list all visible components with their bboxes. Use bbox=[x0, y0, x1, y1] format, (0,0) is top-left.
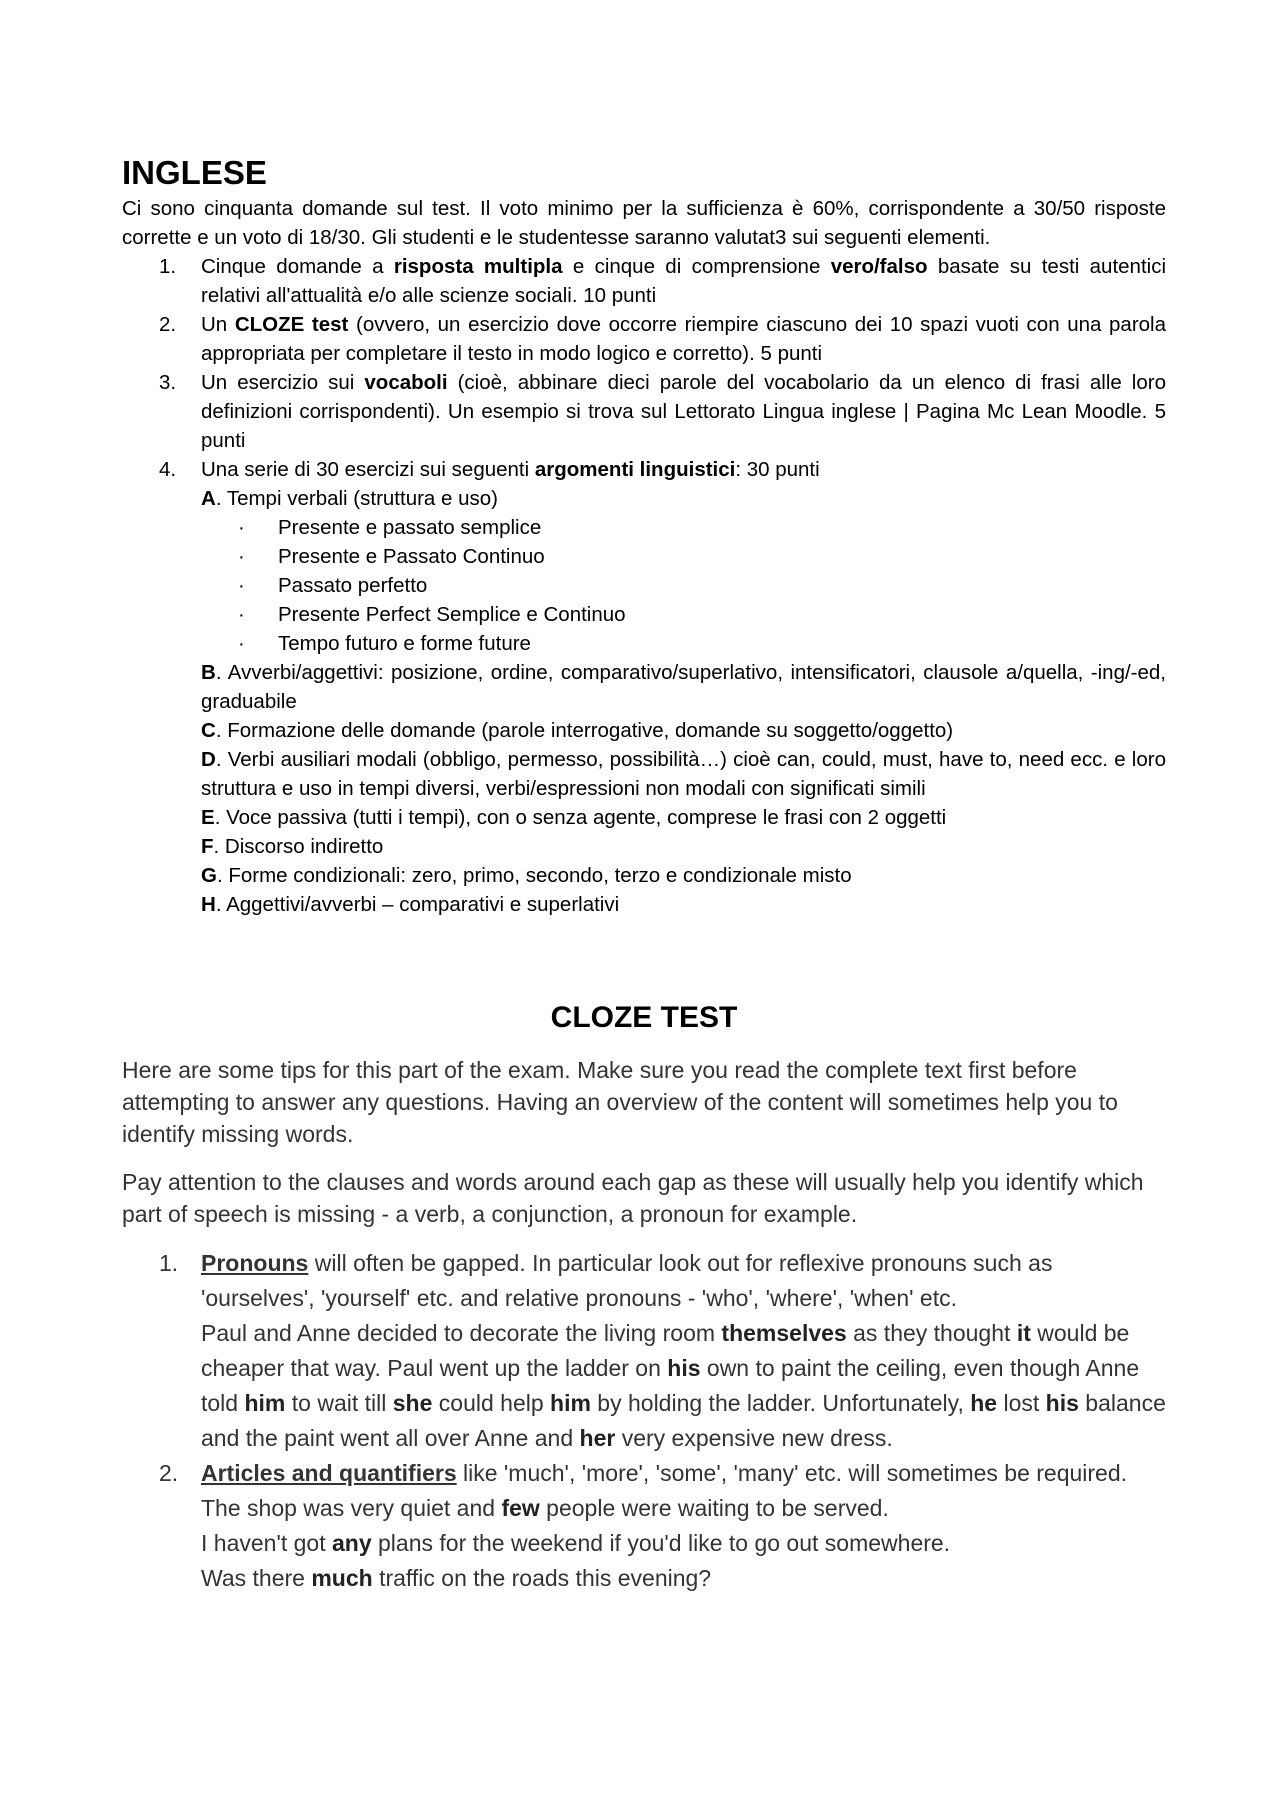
item-text: e cinque di comprensione bbox=[562, 255, 831, 278]
list-item bbox=[122, 310, 1166, 368]
example-text: could help bbox=[432, 1390, 551, 1416]
item-bold: vocaboli bbox=[364, 371, 448, 394]
topic-letter: F bbox=[201, 835, 214, 858]
topic-letter: H bbox=[201, 893, 216, 916]
item-bold: vero/falso bbox=[830, 255, 928, 278]
linguistic-topics bbox=[201, 484, 1166, 919]
list-item bbox=[201, 600, 1166, 629]
item-text: (cioè, abbinare dieci parole del vocabolario da un elenco di frasi alle loro definizioni corrispondenti). Un esempio si trova sul Lettorato Lingua inglese | Pagina Mc Lean Moodle. 5 punti bbox=[201, 371, 1166, 452]
item-text: will often be gapped. In particular look out for reflexive pronouns such as 'ourselves', 'yourself' etc. and relative pronouns - 'who', 'where', 'when' etc. bbox=[201, 1250, 1053, 1311]
example-text: I haven't got bbox=[201, 1530, 332, 1556]
topic-letter: A bbox=[201, 487, 216, 510]
item-heading: Pronouns bbox=[201, 1250, 309, 1276]
item-text: like 'much', 'more', 'some', 'many' etc. will sometimes be required. bbox=[456, 1460, 1128, 1486]
cloze-section bbox=[122, 998, 1166, 1596]
quantifier-example bbox=[201, 1526, 1166, 1561]
inglese-title: INGLESE bbox=[122, 154, 267, 191]
example-text: very expensive new dress. bbox=[615, 1425, 893, 1451]
item-number: 2. bbox=[159, 1460, 179, 1486]
item-bold: CLOZE test bbox=[234, 313, 349, 336]
gap-word: him bbox=[244, 1390, 286, 1416]
inglese-section bbox=[122, 152, 1166, 919]
topic-f bbox=[201, 832, 1166, 861]
gap-word: any bbox=[331, 1530, 372, 1556]
item-text: Cinque domande a bbox=[201, 255, 394, 278]
quantifier-example bbox=[201, 1491, 1166, 1526]
gap-word: much bbox=[311, 1565, 373, 1591]
topic-text: . Forme condizionali: zero, primo, secondo, terzo e condizionale misto bbox=[216, 864, 852, 887]
topic-g bbox=[201, 861, 1166, 890]
topic-text: . Discorso indiretto bbox=[213, 835, 384, 858]
bullet: · bbox=[238, 632, 245, 655]
topic-text: . Aggettivi/avverbi – comparativi e superlativi bbox=[215, 893, 620, 916]
list-item bbox=[122, 455, 1166, 484]
topic-letter: G bbox=[201, 864, 217, 887]
example-text: to wait till bbox=[285, 1390, 393, 1416]
topic-letter: C bbox=[201, 719, 216, 742]
topic-text: . Formazione delle domande (parole interrogative, domande su soggetto/oggetto) bbox=[215, 719, 954, 742]
exam-parts-list bbox=[122, 252, 1166, 484]
list-item bbox=[122, 1456, 1166, 1596]
item-bold: argomenti linguistici bbox=[534, 458, 736, 481]
list-item bbox=[122, 1246, 1166, 1456]
example-text: plans for the weekend if you'd like to go out somewhere. bbox=[371, 1530, 951, 1556]
example-text: own to paint the ceiling, even though Anne told bbox=[201, 1355, 1140, 1416]
item-text: : 30 punti bbox=[735, 458, 820, 481]
gap-word: she bbox=[392, 1390, 433, 1416]
cloze-tip-1: Here are some tips for this part of the exam. Make sure you read the complete text first before attempting to answer any questions. Having an overview of the content will sometimes help you to identify missing words. bbox=[122, 1057, 1118, 1147]
topic-b bbox=[201, 658, 1166, 716]
gap-word: few bbox=[501, 1495, 540, 1521]
example-text: Was there bbox=[201, 1565, 312, 1591]
gap-word: her bbox=[579, 1425, 616, 1451]
list-item bbox=[201, 542, 1166, 571]
bullet: · bbox=[238, 545, 245, 568]
topic-text: . Voce passiva (tutti i tempi), con o senza agente, comprese le frasi con 2 oggetti bbox=[214, 806, 947, 829]
example-text: as they thought bbox=[846, 1320, 1017, 1346]
item-text: Un bbox=[201, 313, 235, 336]
example-text: people were waiting to be served. bbox=[539, 1495, 889, 1521]
item-text: Un esercizio sui bbox=[201, 371, 365, 394]
list-item bbox=[201, 513, 1166, 542]
example-text: Paul and Anne decided to decorate the living room bbox=[201, 1320, 722, 1346]
quantifier-example bbox=[201, 1561, 1166, 1596]
item-number: 3. bbox=[159, 371, 177, 394]
item-text: (ovvero, un esercizio dove occorre riempire ciascuno dei 10 spazi vuoti con una parola appropriata per completare il testo in modo logico e corretto). 5 punti bbox=[201, 313, 1167, 365]
cloze-tips-list bbox=[122, 1246, 1166, 1596]
tense-text: Passato perfetto bbox=[278, 574, 428, 597]
example-text: The shop was very quiet and bbox=[201, 1495, 502, 1521]
example-text: by holding the ladder. Unfortunately, bbox=[590, 1390, 971, 1416]
topic-text: . Tempi verbali (struttura e uso) bbox=[215, 487, 498, 510]
gap-word: his bbox=[667, 1355, 701, 1381]
topic-c bbox=[201, 716, 1166, 745]
gap-word: him bbox=[550, 1390, 591, 1416]
tense-text: Presente e passato semplice bbox=[278, 516, 542, 539]
inglese-intro: Ci sono cinquanta domande sul test. Il voto minimo per la sufficienza è 60%, corrispondente a 30/50 risposte corrette e un voto di 18/30. Gli studenti e le studentesse saranno valutat3 sui seguenti elementi. bbox=[122, 197, 1166, 249]
list-item bbox=[122, 368, 1166, 455]
item-text: Una serie di 30 esercizi sui seguenti bbox=[201, 458, 535, 481]
item-text: basate su testi autentici relativi all'attualità e/o alle scienze sociali. 10 punti bbox=[201, 255, 1167, 307]
item-number: 2. bbox=[159, 313, 177, 336]
item-number: 1. bbox=[159, 1250, 179, 1276]
bullet: · bbox=[238, 574, 245, 597]
pronoun-example bbox=[201, 1316, 1166, 1456]
gap-word: it bbox=[1016, 1320, 1031, 1346]
topic-letter: E bbox=[201, 806, 215, 829]
topic-h bbox=[201, 890, 1166, 919]
gap-word: themselves bbox=[721, 1320, 847, 1346]
bullet: · bbox=[238, 516, 245, 539]
topic-e bbox=[201, 803, 1166, 832]
gap-word: his bbox=[1045, 1390, 1079, 1416]
example-text: would be cheaper that way. Paul went up the ladder on bbox=[201, 1320, 1130, 1381]
gap-word: he bbox=[970, 1390, 998, 1416]
tense-text: Presente Perfect Semplice e Continuo bbox=[278, 603, 626, 626]
topic-text: . Avverbi/aggettivi: posizione, ordine, comparativo/superlativo, intensificatori, clausole a/quella, -ing/-ed, graduabile bbox=[201, 661, 1166, 713]
example-text: balance and the paint went all over Anne and bbox=[201, 1390, 1166, 1451]
tenses-list bbox=[201, 513, 1166, 658]
item-bold: risposta multipla bbox=[393, 255, 563, 278]
list-item bbox=[201, 571, 1166, 600]
example-text: traffic on the roads this evening? bbox=[372, 1565, 712, 1591]
list-item bbox=[122, 252, 1166, 310]
item-number: 4. bbox=[159, 458, 177, 481]
topic-d bbox=[201, 745, 1166, 803]
topic-letter: D bbox=[201, 748, 216, 771]
cloze-title: CLOZE TEST bbox=[550, 1001, 738, 1034]
topic-letter: B bbox=[201, 661, 216, 684]
item-heading: Articles and quantifiers bbox=[201, 1460, 457, 1486]
bullet: · bbox=[238, 603, 245, 626]
list-item bbox=[201, 629, 1166, 658]
example-text: lost bbox=[997, 1390, 1046, 1416]
cloze-tip-2: Pay attention to the clauses and words around each gap as these will usually help you identify which part of speech is missing - a verb, a conjunction, a pronoun for example. bbox=[122, 1169, 1144, 1227]
topic-a bbox=[201, 484, 1166, 513]
topic-text: . Verbi ausiliari modali (obbligo, permesso, possibilità…) cioè can, could, must, have to, need ecc. e loro struttura e uso in tempi diversi, verbi/espressioni non modali con significati simili bbox=[201, 748, 1166, 800]
tense-text: Presente e Passato Continuo bbox=[278, 545, 545, 568]
tense-text: Tempo futuro e forme future bbox=[278, 632, 531, 655]
item-number: 1. bbox=[159, 255, 177, 278]
